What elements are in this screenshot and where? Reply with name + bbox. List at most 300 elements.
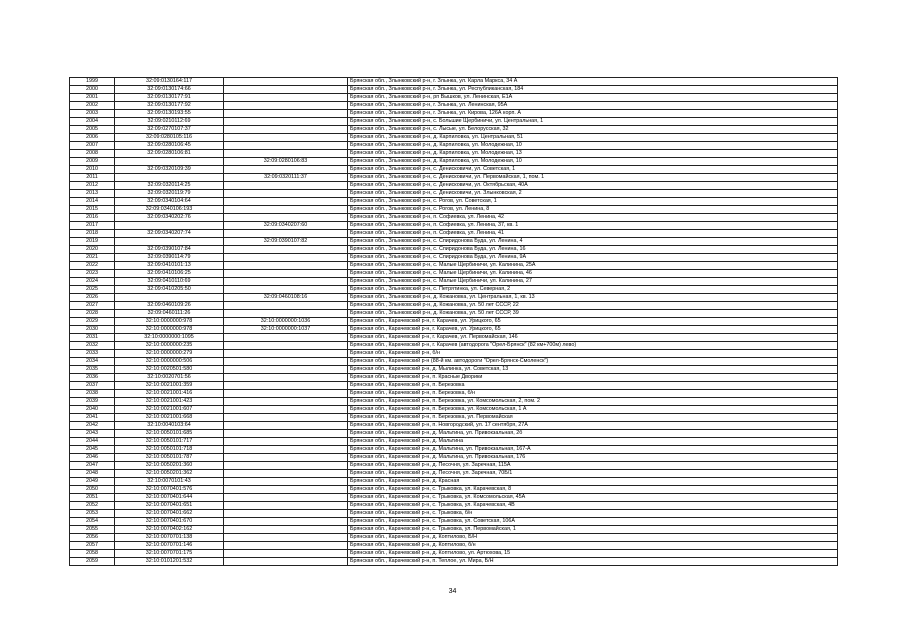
table-row xyxy=(70,454,838,462)
related-cadastral-number-cell xyxy=(224,350,348,358)
row-number-cell: 2034 xyxy=(70,358,115,366)
address-cell: Брянская обл., Карачевский р-н, д. Коптилово, Б/Н xyxy=(348,534,838,542)
row-number-cell: 2043 xyxy=(70,430,115,438)
table-row xyxy=(70,550,838,558)
cadastral-number-cell: 32:10:0021001:668 xyxy=(115,414,224,422)
table-row xyxy=(70,110,838,118)
address-cell: Брянская обл., Злынковский р-н, с. Денисковичи, ул. Злынковская, 2 xyxy=(348,190,838,198)
table-row xyxy=(70,118,838,126)
cadastral-number-cell: 32:09:0340106:193 xyxy=(115,206,224,214)
related-cadastral-number-cell xyxy=(224,486,348,494)
cadastral-number-cell: 32:10:0070401:662 xyxy=(115,510,224,518)
row-number-cell: 2057 xyxy=(70,542,115,550)
row-number-cell: 2012 xyxy=(70,182,115,190)
table-row xyxy=(70,262,838,270)
cadastral-number-cell: 32:10:0070701:175 xyxy=(115,550,224,558)
row-number-cell: 2056 xyxy=(70,534,115,542)
cadastral-number-cell: 32:09:0320119:79 xyxy=(115,190,224,198)
address-cell: Брянская обл., Злынковский р-н, д. Кожановка, ул. Центральная, 1, кв. 13 xyxy=(348,294,838,302)
cadastral-number-cell: 32:09:0410101:13 xyxy=(115,262,224,270)
address-cell: Брянская обл., Карачевский р-н, д. Красная xyxy=(348,478,838,486)
row-number-cell: 2017 xyxy=(70,222,115,230)
address-cell: Брянская обл., Злынковский р-н, д. Карпиловка, ул. Центральная, 51 xyxy=(348,134,838,142)
table-row xyxy=(70,390,838,398)
table-row xyxy=(70,374,838,382)
address-cell: Брянская обл., Злынковский р-н, с. Большие Щербиничи, ул. Центральная, 1 xyxy=(348,118,838,126)
row-number-cell: 2018 xyxy=(70,230,115,238)
cadastral-number-cell: 32:09:0270107:37 xyxy=(115,126,224,134)
address-cell: Брянская обл., Карачевский р-н, б/н xyxy=(348,350,838,358)
cadastral-number-cell: 32:10:0050201:362 xyxy=(115,470,224,478)
cadastral-number-cell: 32:10:0101201:532 xyxy=(115,558,224,566)
cadastral-number-cell: 32:09:0130174:66 xyxy=(115,86,224,94)
address-cell: Брянская обл., Злынковский р-н, с. Лысые, ул. Белорусская, 32 xyxy=(348,126,838,134)
row-number-cell: 2047 xyxy=(70,462,115,470)
row-number-cell: 2013 xyxy=(70,190,115,198)
row-number-cell: 2044 xyxy=(70,438,115,446)
row-number-cell: 2019 xyxy=(70,238,115,246)
related-cadastral-number-cell xyxy=(224,198,348,206)
related-cadastral-number-cell xyxy=(224,502,348,510)
cadastral-number-cell: 32:10:0020501:580 xyxy=(115,366,224,374)
address-cell: Брянская обл., Карачевский р-н, п. Березовка, ул. Первомайская xyxy=(348,414,838,422)
related-cadastral-number-cell: 32:09:0340207:60 xyxy=(224,222,348,230)
related-cadastral-number-cell xyxy=(224,78,348,86)
table-row xyxy=(70,326,838,334)
related-cadastral-number-cell xyxy=(224,230,348,238)
row-number-cell: 2035 xyxy=(70,366,115,374)
address-cell: Брянская обл., Злынковский р-н, с. Спиридонова Буда, ул. Ленина, 9А xyxy=(348,254,838,262)
row-number-cell: 2058 xyxy=(70,550,115,558)
row-number-cell: 2050 xyxy=(70,486,115,494)
table-row xyxy=(70,358,838,366)
related-cadastral-number-cell xyxy=(224,118,348,126)
related-cadastral-number-cell xyxy=(224,302,348,310)
address-cell: Брянская обл., Злынковский р-н, с. Рогов, ул. Ленина, 8 xyxy=(348,206,838,214)
cadastral-number-cell: 32:10:0021001:423 xyxy=(115,398,224,406)
row-number-cell: 2059 xyxy=(70,558,115,566)
related-cadastral-number-cell xyxy=(224,374,348,382)
address-cell: Брянская обл., Карачевский р-н, с. Трыковка, ул. Советская, 106А xyxy=(348,518,838,526)
address-cell: Брянская обл., Карачевский р-н, д. Коптилово, б/н xyxy=(348,542,838,550)
table-row xyxy=(70,438,838,446)
cadastral-number-cell: 32:09:0320109:39 xyxy=(115,166,224,174)
cadastral-number-cell: 32:10:0000000:978 xyxy=(115,318,224,326)
table-row xyxy=(70,158,838,166)
table-row xyxy=(70,126,838,134)
cadastral-number-cell: 32:09:0390107:84 xyxy=(115,246,224,254)
related-cadastral-number-cell xyxy=(224,214,348,222)
row-number-cell: 2021 xyxy=(70,254,115,262)
row-number-cell: 2031 xyxy=(70,334,115,342)
related-cadastral-number-cell xyxy=(224,406,348,414)
cadastral-number-cell: 32:10:0020701:56 xyxy=(115,374,224,382)
address-cell: Брянская обл., Карачевский р-н, д. Песочня, ул. Заречная, 115А xyxy=(348,462,838,470)
address-cell: Брянская обл., Злынковский р-н, с. Спиридонова Буда, ул. Ленина, 16 xyxy=(348,246,838,254)
related-cadastral-number-cell xyxy=(224,102,348,110)
table-row xyxy=(70,94,838,102)
address-cell: Брянская обл., Карачевский р-н, п. Березовка xyxy=(348,382,838,390)
address-cell: Брянская обл., Карачевский р-н, г. Карачев, ул. Урицкого, 65 xyxy=(348,326,838,334)
cadastral-number-cell: 32:10:0021001:359 xyxy=(115,382,224,390)
table-row xyxy=(70,382,838,390)
cadastral-number-cell: 32:09:0410106:25 xyxy=(115,270,224,278)
address-cell: Брянская обл., Карачевский р-н, д. Мальтина xyxy=(348,438,838,446)
row-number-cell: 2046 xyxy=(70,454,115,462)
table-row xyxy=(70,486,838,494)
related-cadastral-number-cell: 32:09:0280106:83 xyxy=(224,158,348,166)
related-cadastral-number-cell xyxy=(224,134,348,142)
cadastral-number-cell: 32:09:0390114:79 xyxy=(115,254,224,262)
row-number-cell: 2000 xyxy=(70,86,115,94)
address-cell: Брянская обл., Карачевский р-н, с. Трыковка, ул. Комсомольская, 45А xyxy=(348,494,838,502)
related-cadastral-number-cell xyxy=(224,550,348,558)
address-cell: Брянская обл., Карачевский р-н, с. Трыковка, ул. Карачевская, 4В xyxy=(348,502,838,510)
table-row xyxy=(70,166,838,174)
row-number-cell: 2038 xyxy=(70,390,115,398)
row-number-cell: 2007 xyxy=(70,142,115,150)
related-cadastral-number-cell: 32:10:0000000:1036 xyxy=(224,318,348,326)
cadastral-number-cell: 32:10:0050101:718 xyxy=(115,446,224,454)
address-cell: Брянская обл., Злынковский р-н, с. Спиридонова Буда, ул. Ленина, 4 xyxy=(348,238,838,246)
address-cell: Брянская обл., Карачевский р-н, д. Мальтина, ул. Привокзальная, 176 xyxy=(348,454,838,462)
row-number-cell: 2053 xyxy=(70,510,115,518)
cadastral-number-cell: 32:10:0050101:787 xyxy=(115,454,224,462)
table-row xyxy=(70,270,838,278)
row-number-cell: 2010 xyxy=(70,166,115,174)
table-row xyxy=(70,510,838,518)
table-row xyxy=(70,142,838,150)
table-row xyxy=(70,414,838,422)
row-number-cell: 2020 xyxy=(70,246,115,254)
table-row xyxy=(70,302,838,310)
cadastral-number-cell: 32:09:0280105:116 xyxy=(115,134,224,142)
cadastral-number-cell: 32:10:0070701:138 xyxy=(115,534,224,542)
cadastral-number-cell: 32:10:0000000:279 xyxy=(115,350,224,358)
cadastral-number-cell: 32:10:0070701:146 xyxy=(115,542,224,550)
row-number-cell: 2029 xyxy=(70,318,115,326)
related-cadastral-number-cell xyxy=(224,334,348,342)
row-number-cell: 2040 xyxy=(70,406,115,414)
cadastral-number-cell: 32:09:0410110:69 xyxy=(115,278,224,286)
row-number-cell: 2054 xyxy=(70,518,115,526)
related-cadastral-number-cell xyxy=(224,558,348,566)
row-number-cell: 2001 xyxy=(70,94,115,102)
related-cadastral-number-cell xyxy=(224,446,348,454)
cadastral-number-cell: 32:10:0000000:506 xyxy=(115,358,224,366)
table-row xyxy=(70,78,838,86)
row-number-cell: 2045 xyxy=(70,446,115,454)
row-number-cell: 2022 xyxy=(70,262,115,270)
related-cadastral-number-cell xyxy=(224,454,348,462)
related-cadastral-number-cell xyxy=(224,342,348,350)
related-cadastral-number-cell xyxy=(224,270,348,278)
address-cell: Брянская обл., Карачевский р-н, п. Красные Дворики xyxy=(348,374,838,382)
cadastral-number-cell: 32:09:0280106:45 xyxy=(115,142,224,150)
related-cadastral-number-cell xyxy=(224,366,348,374)
table-row xyxy=(70,286,838,294)
row-number-cell: 2039 xyxy=(70,398,115,406)
related-cadastral-number-cell xyxy=(224,278,348,286)
table-row xyxy=(70,190,838,198)
cadastral-number-cell: 32:09:0340207:74 xyxy=(115,230,224,238)
address-cell: Брянская обл., Злынковский р-н, п. Софиевка, ул. Ленина, 41 xyxy=(348,230,838,238)
address-cell: Брянская обл., Карачевский р-н, с. Трыковка, ул. Первомайская, 1 xyxy=(348,526,838,534)
table-row xyxy=(70,238,838,246)
address-cell: Брянская обл., Злынковский р-н, д. Карпиловка, ул. Молодежная, 10 xyxy=(348,158,838,166)
cadastral-number-cell: 32:10:0070101:43 xyxy=(115,478,224,486)
related-cadastral-number-cell xyxy=(224,470,348,478)
related-cadastral-number-cell xyxy=(224,526,348,534)
related-cadastral-number-cell xyxy=(224,142,348,150)
cadastral-number-cell: 32:10:0070402:162 xyxy=(115,526,224,534)
address-cell: Брянская обл., Карачевский р-н, с. Трыковка, б/н xyxy=(348,510,838,518)
cadastral-number-cell: 32:10:0040103:64 xyxy=(115,422,224,430)
row-number-cell: 2028 xyxy=(70,310,115,318)
address-cell: Брянская обл., Злынковский р-н, рп Вышков, ул. Ленинская, Е1А xyxy=(348,94,838,102)
table-row xyxy=(70,558,838,566)
related-cadastral-number-cell xyxy=(224,462,348,470)
related-cadastral-number-cell xyxy=(224,398,348,406)
table-row xyxy=(70,470,838,478)
cadastral-number-cell xyxy=(115,222,224,230)
table-row xyxy=(70,518,838,526)
row-number-cell: 2009 xyxy=(70,158,115,166)
cadastral-number-cell: 32:10:0050101:685 xyxy=(115,430,224,438)
cadastral-number-cell: 32:10:0070401:651 xyxy=(115,502,224,510)
address-cell: Брянская обл., Злынковский р-н, с. Малые Щербиничи, ул. Калинина, 46 xyxy=(348,270,838,278)
related-cadastral-number-cell xyxy=(224,422,348,430)
cadastral-number-cell: 32:09:0460111:26 xyxy=(115,310,224,318)
row-number-cell: 2033 xyxy=(70,350,115,358)
table-row xyxy=(70,478,838,486)
address-cell: Брянская обл., Злынковский р-н, г. Злынка, ул. Ленинская, 95А xyxy=(348,102,838,110)
related-cadastral-number-cell xyxy=(224,382,348,390)
row-number-cell: 2023 xyxy=(70,270,115,278)
row-number-cell: 2041 xyxy=(70,414,115,422)
cadastral-number-cell: 32:09:0130193:55 xyxy=(115,110,224,118)
cadastral-number-cell: 32:10:0000000:978 xyxy=(115,326,224,334)
table-row xyxy=(70,526,838,534)
related-cadastral-number-cell xyxy=(224,262,348,270)
related-cadastral-number-cell xyxy=(224,190,348,198)
row-number-cell: 2011 xyxy=(70,174,115,182)
address-cell: Брянская обл., Злынковский р-н, с. Денисковичи, ул. Первомайская, 1, пом. 1 xyxy=(348,174,838,182)
cadastral-number-cell: 32:09:0130164:117 xyxy=(115,78,224,86)
table-row xyxy=(70,334,838,342)
related-cadastral-number-cell: 32:10:0000000:1037 xyxy=(224,326,348,334)
cadastral-number-cell: 32:10:0000000:235 xyxy=(115,342,224,350)
related-cadastral-number-cell xyxy=(224,430,348,438)
address-cell: Брянская обл., Злынковский р-н, с. Малые Щербиничи, ул. Калинина, 25А xyxy=(348,262,838,270)
address-cell: Брянская обл., Карачевский р-н, д. Мальтина, ул. Привокзальная, 167-А xyxy=(348,446,838,454)
related-cadastral-number-cell xyxy=(224,534,348,542)
table-row xyxy=(70,278,838,286)
row-number-cell: 2024 xyxy=(70,278,115,286)
row-number-cell: 2049 xyxy=(70,478,115,486)
related-cadastral-number-cell xyxy=(224,86,348,94)
row-number-cell: 2003 xyxy=(70,110,115,118)
related-cadastral-number-cell xyxy=(224,390,348,398)
cadastral-number-cell xyxy=(115,238,224,246)
table-row xyxy=(70,102,838,110)
row-number-cell: 2030 xyxy=(70,326,115,334)
address-cell: Брянская обл., Злынковский р-н, п. Софиевка, ул. Ленина, 42 xyxy=(348,214,838,222)
table-row xyxy=(70,294,838,302)
cadastral-number-cell: 32:10:0070401:670 xyxy=(115,518,224,526)
cadastral-number-cell: 32:10:0000000:1095 xyxy=(115,334,224,342)
cadastral-number-cell xyxy=(115,158,224,166)
table-row xyxy=(70,366,838,374)
related-cadastral-number-cell xyxy=(224,182,348,190)
related-cadastral-number-cell: 32:09:0390107:82 xyxy=(224,238,348,246)
address-cell: Брянская обл., Злынковский р-н, д. Кожановка, ул. 50 лет СССР, 39 xyxy=(348,310,838,318)
address-cell: Брянская обл., Карачевский р-н, п. Березовка, ул. Комсомольская, 2, пом. 2 xyxy=(348,398,838,406)
register-table-body xyxy=(70,78,838,566)
related-cadastral-number-cell xyxy=(224,206,348,214)
row-number-cell: 2048 xyxy=(70,470,115,478)
related-cadastral-number-cell xyxy=(224,518,348,526)
address-cell: Брянская обл., Злынковский р-н, д. Карпиловка, ул. Молодежная, 10 xyxy=(348,142,838,150)
cadastral-number-cell xyxy=(115,174,224,182)
address-cell: Брянская обл., Злынковский р-н, д. Кожановка, ул. 50 лет СССР, 22 xyxy=(348,302,838,310)
cadastral-number-cell xyxy=(115,294,224,302)
cadastral-number-cell: 32:09:0410205:50 xyxy=(115,286,224,294)
address-cell: Брянская обл., Карачевский р-н, г. Карачев, ул. Урицкого, 65 xyxy=(348,318,838,326)
table-row xyxy=(70,462,838,470)
related-cadastral-number-cell: 32:09:0460108:16 xyxy=(224,294,348,302)
table-row xyxy=(70,150,838,158)
related-cadastral-number-cell xyxy=(224,438,348,446)
register-table xyxy=(69,77,838,566)
related-cadastral-number-cell xyxy=(224,510,348,518)
table-row xyxy=(70,182,838,190)
address-cell: Брянская обл., Злынковский р-н, г. Злынка, ул. Кирова, 126А корп. А xyxy=(348,110,838,118)
table-row xyxy=(70,246,838,254)
table-row xyxy=(70,310,838,318)
table-row xyxy=(70,134,838,142)
row-number-cell: 2025 xyxy=(70,286,115,294)
page-number: 34 xyxy=(448,588,457,595)
cadastral-number-cell: 32:10:0050201:360 xyxy=(115,462,224,470)
cadastral-number-cell: 32:10:0021001:416 xyxy=(115,390,224,398)
related-cadastral-number-cell xyxy=(224,542,348,550)
table-row xyxy=(70,206,838,214)
address-cell: Брянская обл., Карачевский р-н, д. Песочня, ул. Заречная, 70Б/1 xyxy=(348,470,838,478)
row-number-cell: 2008 xyxy=(70,150,115,158)
table-row xyxy=(70,174,838,182)
cadastral-number-cell: 32:10:0021001:607 xyxy=(115,406,224,414)
table-row xyxy=(70,318,838,326)
address-cell: Брянская обл., Карачевский р-н, г. Карачев, ул. Первомайская, 146 xyxy=(348,334,838,342)
address-cell: Брянская обл., Злынковский р-н, с. Малые Щербиничи, ул. Калинина, 27 xyxy=(348,278,838,286)
cadastral-number-cell: 32:09:0460109:26 xyxy=(115,302,224,310)
related-cadastral-number-cell xyxy=(224,126,348,134)
related-cadastral-number-cell xyxy=(224,358,348,366)
row-number-cell: 2016 xyxy=(70,214,115,222)
related-cadastral-number-cell xyxy=(224,310,348,318)
address-cell: Брянская обл., Злынковский р-н, с. Рогов, ул. Советская, 1 xyxy=(348,198,838,206)
related-cadastral-number-cell xyxy=(224,150,348,158)
address-cell: Брянская обл., Карачевский р-н (88-й км. автодороги "Орел-Брянск-Смоленск") xyxy=(348,358,838,366)
cadastral-number-cell: 32:10:0070401:644 xyxy=(115,494,224,502)
related-cadastral-number-cell xyxy=(224,494,348,502)
row-number-cell: 1999 xyxy=(70,78,115,86)
row-number-cell: 2037 xyxy=(70,382,115,390)
table-row xyxy=(70,542,838,550)
table-row xyxy=(70,254,838,262)
table-row xyxy=(70,198,838,206)
table-row xyxy=(70,422,838,430)
related-cadastral-number-cell xyxy=(224,286,348,294)
related-cadastral-number-cell xyxy=(224,246,348,254)
related-cadastral-number-cell: 32:09:0320111:37 xyxy=(224,174,348,182)
row-number-cell: 2032 xyxy=(70,342,115,350)
address-cell: Брянская обл., Злынковский р-н, г. Злынка, ул. Карла Маркса, 34 А xyxy=(348,78,838,86)
cadastral-number-cell: 32:09:0280106:81 xyxy=(115,150,224,158)
table-row xyxy=(70,214,838,222)
address-cell: Брянская обл., Злынковский р-н, с. Денисковичи, ул. Советская, 1 xyxy=(348,166,838,174)
address-cell: Брянская обл., Карачевский р-н, д. Мальтина, ул. Привокзальная, 2б xyxy=(348,430,838,438)
table-row xyxy=(70,342,838,350)
table-row xyxy=(70,398,838,406)
row-number-cell: 2027 xyxy=(70,302,115,310)
address-cell: Брянская обл., Злынковский р-н, с. Денисковичи, ул. Октябрьская, 40А xyxy=(348,182,838,190)
table-row xyxy=(70,230,838,238)
row-number-cell: 2015 xyxy=(70,206,115,214)
address-cell: Брянская обл., Злынковский р-н, п. Софиевка, ул. Ленина, 37, кв. 1 xyxy=(348,222,838,230)
cadastral-number-cell: 32:09:0340104:64 xyxy=(115,198,224,206)
cadastral-number-cell: 32:09:0130177:92 xyxy=(115,102,224,110)
address-cell: Брянская обл., Злынковский р-н, д. Карпиловка, ул. Молодежная, 13 xyxy=(348,150,838,158)
address-cell: Брянская обл., Карачевский р-н, г. Карачев (автодорога "Орел-Брянск" (82 км+700м) лево) xyxy=(348,342,838,350)
cadastral-number-cell: 32:09:0210112:69 xyxy=(115,118,224,126)
row-number-cell: 2036 xyxy=(70,374,115,382)
related-cadastral-number-cell xyxy=(224,254,348,262)
cadastral-number-cell: 32:09:0320114:25 xyxy=(115,182,224,190)
row-number-cell: 2005 xyxy=(70,126,115,134)
cadastral-number-cell: 32:09:0130177:91 xyxy=(115,94,224,102)
table-row xyxy=(70,446,838,454)
table-row xyxy=(70,534,838,542)
table-row xyxy=(70,350,838,358)
address-cell: Брянская обл., Карачевский р-н, п. Новгородский, ул. 17 сентября, 27А xyxy=(348,422,838,430)
related-cadastral-number-cell xyxy=(224,478,348,486)
row-number-cell: 2014 xyxy=(70,198,115,206)
address-cell: Брянская обл., Карачевский р-н, д. Коптилово, ул. Артюхова, 15 xyxy=(348,550,838,558)
related-cadastral-number-cell xyxy=(224,110,348,118)
table-row xyxy=(70,86,838,94)
address-cell: Брянская обл., Карачевский р-н, п. Березовка, б/н xyxy=(348,390,838,398)
address-cell: Брянская обл., Карачевский р-н, п. Теплое, ул. Мира, Б/Н xyxy=(348,558,838,566)
address-cell: Брянская обл., Карачевский р-н, с. Трыковка, ул. Карачевская, 8 xyxy=(348,486,838,494)
row-number-cell: 2052 xyxy=(70,502,115,510)
row-number-cell: 2055 xyxy=(70,526,115,534)
cadastral-number-cell: 32:09:0340202:76 xyxy=(115,214,224,222)
related-cadastral-number-cell xyxy=(224,94,348,102)
row-number-cell: 2006 xyxy=(70,134,115,142)
row-number-cell: 2042 xyxy=(70,422,115,430)
row-number-cell: 2004 xyxy=(70,118,115,126)
cadastral-number-cell: 32:10:0070401:576 xyxy=(115,486,224,494)
address-cell: Брянская обл., Карачевский р-н, п. Березовка, ул. Комсомольская, 1 А xyxy=(348,406,838,414)
table-row xyxy=(70,222,838,230)
table-row xyxy=(70,406,838,414)
related-cadastral-number-cell xyxy=(224,166,348,174)
row-number-cell: 2051 xyxy=(70,494,115,502)
table-row xyxy=(70,502,838,510)
related-cadastral-number-cell xyxy=(224,414,348,422)
